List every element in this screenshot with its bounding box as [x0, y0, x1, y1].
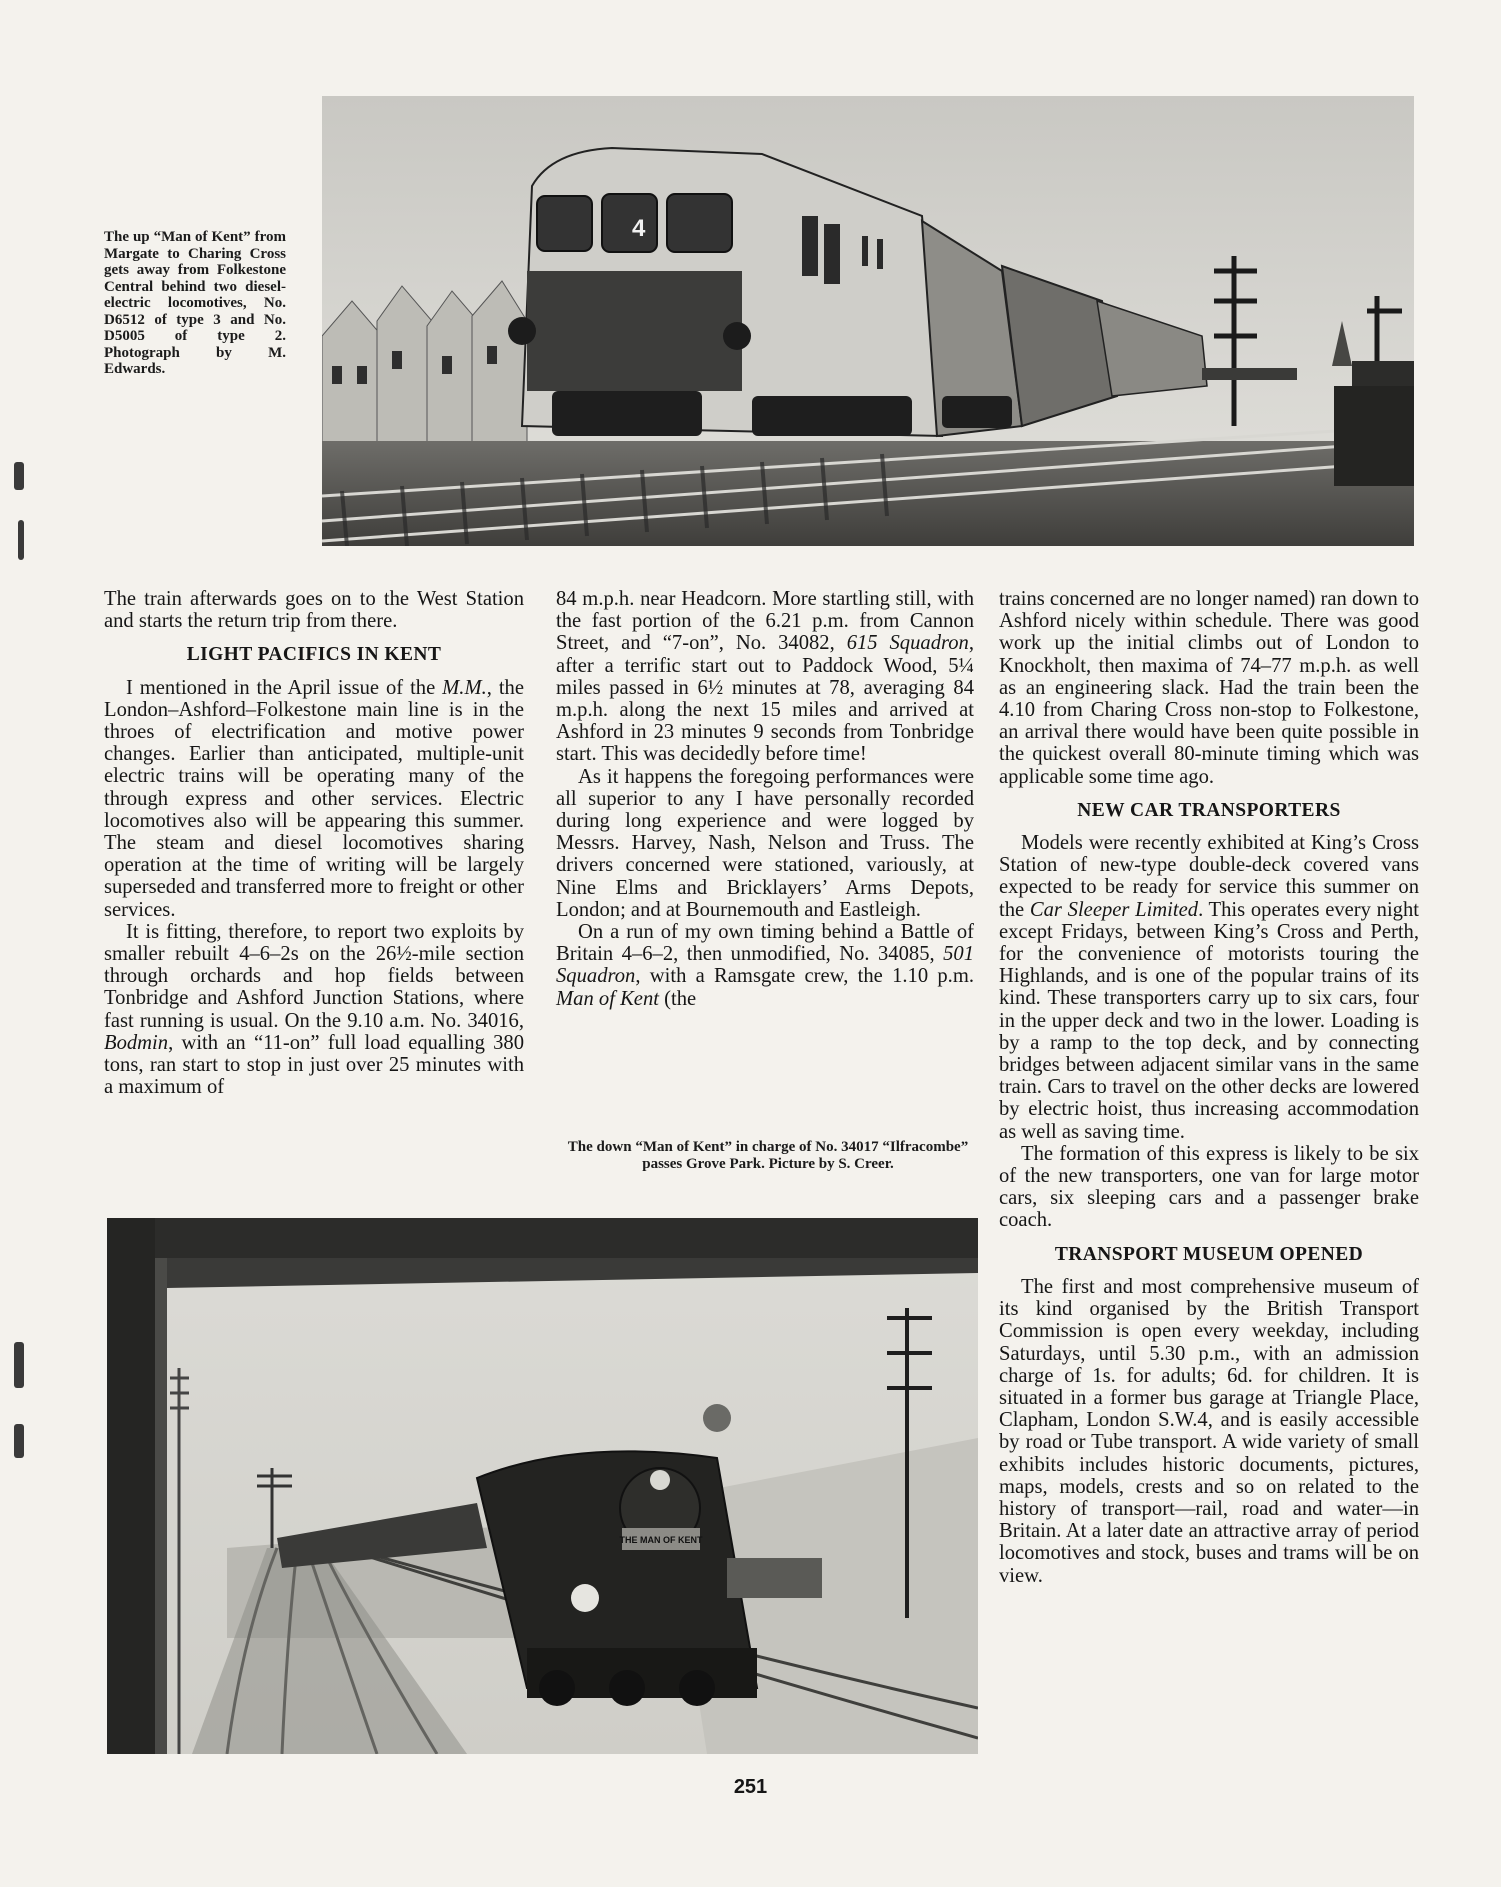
binding-mark	[14, 1424, 24, 1458]
text-run: On a run of my own timing behind a Battle of Britain 4–6–2, then unmodified, No. 34085,	[556, 921, 974, 966]
text-run: , after a terrific start out to Paddock Wood, 5¼ miles passed in 6½ minutes at 78, averaging 84 m.p.h. along the next 15 miles and arrived at Ashford in 23 minutes 9 seconds from Tonbridge start. This was decidedly before time!	[556, 632, 974, 766]
photo-caption-bottom: The down “Man of Kent” in charge of No. 34017 “Ilfracombe” passes Grove Park. Picture by S. Creer.	[567, 1139, 969, 1172]
text-run: , the London–Ashford–Folkestone main line is in the throes of electrification and motive power changes. Earlier than anticipated, multiple-unit electric trains will be operating many of the through express and other services. Electric locomotives also will be appearing this summer. The steam and diesel locomotives sharing operation at the time of writing will be largely superseded and transferred more to freight or other services.	[104, 676, 524, 921]
text-run: It is fitting, therefore, to report two exploits by smaller rebuilt 4–6–2s on the 26½-mile section through orchards and hop fields between Tonbridge and Ashford Junction Stations, where fast running is usual. On the 9.10 a.m. No. 34016,	[104, 920, 524, 1032]
binding-mark	[14, 462, 24, 490]
italic-text: M.M.	[442, 676, 487, 699]
italic-text: 615 Squadron	[846, 632, 969, 655]
photo-steam-locomotive	[107, 1218, 978, 1754]
italic-text: Car Sleeper Limited	[1029, 898, 1199, 921]
section-heading-light-pacifics: LIGHT PACIFICS IN KENT	[186, 644, 442, 666]
text-run: 84 m.p.h. near Headcorn. More startling still, with the fast portion of the 6.21 p.m. from Cannon Street, and “7-on”, No. 34082,	[556, 588, 974, 655]
text-run: Models were recently exhibited at King’s Cross Station of new-type double-deck covered vans expected to be ready for service this summer on the	[999, 832, 1419, 921]
loco-number: 4	[632, 215, 646, 242]
page-number: 251	[733, 1776, 768, 1798]
paragraph: As it happens the foregoing performances were all superior to any I have personally recorded during long experience and were logged by Messrs. Harvey, Nash, Nelson and Truss. The drivers concerned were stationed, variously, at Nine Elms and Bricklayers’ Arms Depots, London; and at Bournemouth and Eastleigh.	[556, 765, 974, 921]
section-heading-transport-museum: TRANSPORT MUSEUM OPENED	[1054, 1243, 1364, 1265]
text-run: I mentioned in the April issue of the	[126, 676, 443, 699]
article-column-3	[999, 588, 1419, 1587]
paragraph	[556, 588, 974, 766]
paragraph	[999, 832, 1419, 1143]
paragraph: The train afterwards goes on to the West Station and starts the return trip from there.	[104, 588, 524, 633]
section-heading-car-transporters: NEW CAR TRANSPORTERS	[1077, 799, 1341, 821]
paragraph	[104, 677, 524, 921]
text-run: , with a Ramsgate crew, the 1.10 p.m.	[635, 965, 974, 988]
italic-text: Man of Kent	[556, 987, 659, 1010]
binding-mark	[18, 520, 24, 560]
binding-mark	[14, 1342, 24, 1388]
italic-text: Bodmin	[104, 1031, 169, 1054]
headboard-text: THE MAN OF KENT	[619, 1535, 703, 1545]
paragraph	[104, 921, 524, 1099]
italic-text: 501 Squadron	[556, 943, 974, 988]
paragraph: The formation of this express is likely to be six of the new transporters, one van for large motor cars, six sleeping cars and a passenger brake coach.	[999, 1142, 1419, 1232]
text-run: . This operates every night except Fridays, between King’s Cross and Perth, for the convenience of motorists touring the Highlands, and is one of the popular trains of its kind. These transporters carry up to six cars, four in the upper deck and two in the lower. Loading is by a ramp to the top deck, and by connecting bridges between adjacent similar vans in the same train. Cars to travel on the other decks are lowered by electric hoist, thus increasing accommodation as well as saving time.	[999, 898, 1419, 1143]
article-column-1	[104, 588, 524, 1098]
paragraph: trains concerned are no longer named) ran down to Ashford nicely within schedule. There was good work up the initial climbs out of London to Knockholt, then maxima of 74–77 m.p.h. as well as an engineering slack. Had the train been the 4.10 from Charing Cross non-stop to Folkestone, an arrival there would have been quite possible in the quickest overall 80-minute timing which was applicable some time ago.	[999, 588, 1419, 788]
photo-caption-top: The up “Man of Kent” from Margate to Charing Cross gets away from Folkestone Central behind two diesel-electric locomotives, No. D6512 of type 3 and No. D5005 of type 2. Photograph by M. Edwards.	[104, 229, 286, 377]
article-column-2	[556, 588, 974, 1010]
paragraph: The first and most comprehensive museum of its kind organised by the British Transport Commission is open every weekday, including Saturdays, until 5.30 p.m., with an admission charge of 1s. for adults; 6d. for children. It is situated in a former bus garage at Triangle Place, Clapham, London S.W.4, and is easily accessible by road or Tube transport. A wide variety of small exhibits includes historic documents, pictures, maps, models, crests and so on related to the history of transport—rail, road and water—in Britain. At a later date an attractive array of period locomotives and stock, buses and trams will be on view.	[999, 1275, 1419, 1587]
text-run: , with an “11-on” full load equalling 380 tons, ran start to stop in just over 25 minutes with a maximum of	[104, 1031, 524, 1099]
paragraph	[556, 921, 974, 1010]
text-run: (the	[658, 987, 697, 1010]
photo-diesel-locomotives	[322, 96, 1414, 546]
